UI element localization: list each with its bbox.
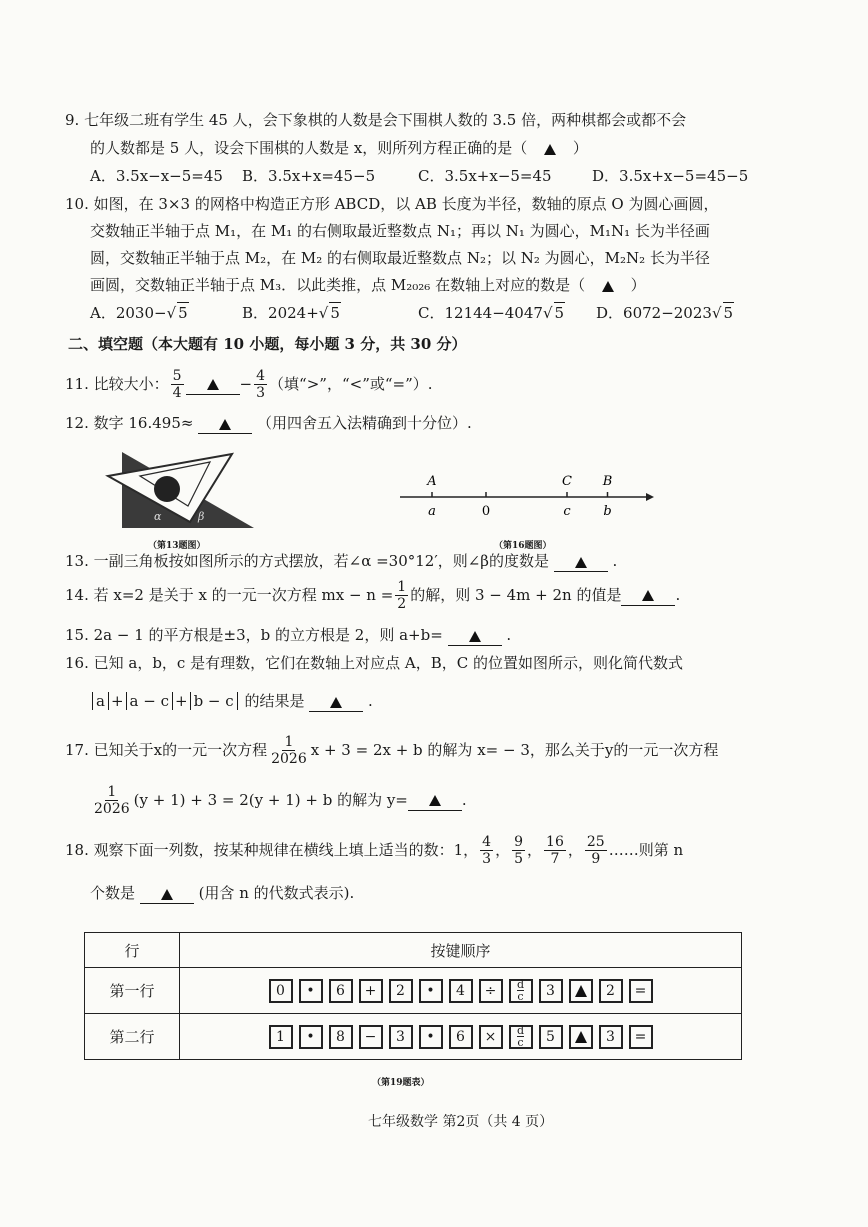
answer-triangle-icon — [330, 697, 342, 708]
q17-f1-den: 2026 — [271, 750, 307, 767]
q12-suffix: （用四舍五入法精确到十分位）. — [257, 414, 472, 432]
q17-prefix: 17. 已知关于x的一元一次方程 — [65, 741, 268, 759]
q13-prefix: 13. 一副三角板按如图所示的方式摆放，若∠α =30°12′，则∠β的度数是 — [65, 552, 549, 570]
row-label: 第一行 — [85, 968, 180, 1014]
q11-answer-blank[interactable] — [186, 374, 240, 395]
row-label: 第二行 — [85, 1014, 180, 1060]
angle-beta-label: β — [198, 510, 205, 523]
answer-triangle-icon — [575, 1031, 587, 1043]
q14-num: 1 — [397, 578, 407, 595]
q17-eq2: (y + 1) + 3 = 2(y + 1) + b 的解为 y= — [133, 791, 408, 809]
table-19-caption: （第19题表） — [372, 1078, 430, 1088]
figure-16-number-line — [396, 470, 656, 520]
q15-answer-blank[interactable] — [448, 625, 502, 646]
number-line-point-label: B — [602, 474, 613, 489]
answer-triangle-icon — [207, 379, 219, 390]
key-fraction-toggle-label: d c — [516, 1024, 525, 1049]
q11-suffix: （填“>”，“<”或“=”）. — [269, 375, 433, 393]
table-header-row-label: 行 — [85, 933, 180, 968]
number-line-point-label: A — [427, 474, 437, 489]
key-fraction-toggle — [509, 979, 533, 1003]
key-button: 3 — [389, 1025, 413, 1049]
key-button: − — [359, 1025, 383, 1049]
key-button: • — [299, 1025, 323, 1049]
key-button: = — [629, 979, 653, 1003]
key-button: 5 — [539, 1025, 563, 1049]
q17-f2-num: 1 — [107, 783, 117, 800]
answer-triangle-icon — [219, 419, 231, 430]
q17-fraction-1 — [269, 734, 309, 767]
q10-option-d-radicand: 5 — [723, 304, 734, 322]
key-button: 2 — [389, 979, 413, 1003]
q14-den: 2 — [397, 595, 407, 612]
key-button: ÷ — [479, 979, 503, 1003]
answer-triangle-icon — [544, 144, 556, 155]
q18-f1-den: 3 — [482, 850, 492, 867]
q14 — [65, 576, 680, 614]
key-button: + — [359, 979, 383, 1003]
key-button: = — [629, 1025, 653, 1049]
key-button: 8 — [329, 1025, 353, 1049]
q9-option-b: B．3.5x+x=45−5 — [242, 167, 376, 185]
q10-option-a: A．2030−√ 5 — [90, 304, 188, 322]
q16-answer-blank[interactable] — [309, 691, 363, 712]
q18-f3-den: 7 — [550, 850, 560, 867]
q16-suffix: . — [368, 692, 373, 710]
q9-line2-text: 的人数都是 5 人，设会下围棋的人数是 x，则所列方程正确的是（ — [90, 139, 528, 157]
key-button: 3 — [599, 1025, 623, 1049]
q10-line4-close: ） — [630, 276, 646, 294]
number-line-value-label: b — [603, 504, 612, 519]
q9-option-d: D．3.5x+x−5=45−5 — [592, 167, 749, 185]
answer-triangle-icon — [642, 590, 654, 601]
q18-prefix: 18. 观察下面一列数，按某种规律在横线上填上适当的数：1， — [65, 841, 479, 859]
angle-alpha-label: α — [154, 510, 162, 523]
key-button: 2 — [599, 979, 623, 1003]
q10-option-c-radicand: 5 — [554, 304, 565, 322]
key-fraction-toggle-label: d c — [516, 978, 525, 1003]
q15-suffix: . — [506, 626, 512, 644]
q16-abs-a-c: a − c — [126, 692, 173, 710]
set-square-hole — [154, 476, 180, 502]
q17-eq1: x + 3 = 2x + b 的解为 x= − 3，那么关于y的一元一次方程 — [310, 741, 719, 759]
q16-line2 — [90, 691, 373, 712]
section-heading: 二、填空题（本大题有 10 小题，每小题 3 分，共 30 分） — [68, 335, 467, 353]
key-button: 1 — [269, 1025, 293, 1049]
q14-fraction — [395, 579, 408, 612]
q18-fraction-2 — [512, 834, 525, 867]
q18-f2-den: 5 — [514, 850, 524, 867]
q13-answer-blank[interactable] — [554, 551, 608, 572]
q10-option-d-text: D．6072−2023 — [596, 304, 712, 322]
key-blank-triangle-icon — [569, 979, 593, 1003]
q14-answer-blank[interactable] — [621, 585, 675, 606]
q15 — [65, 625, 511, 646]
q10-option-a-radicand: 5 — [178, 304, 188, 322]
q10-line4-text: 画圆，交数轴正半轴于点 M₃．以此类推，点 M₂₀₂₆ 在数轴上对应的数是（ — [90, 276, 586, 294]
q18-line2 — [90, 883, 354, 904]
q18-f4-num: 25 — [586, 833, 605, 850]
q16-result-text: 的结果是 — [244, 692, 305, 710]
q18-line1: 18. 观察下面一列数，按某种规律在横线上填上适当的数：1， $\frac{4}{3}$ ， $\frac{9}{5}$ ， $\frac{16}{7}$ ， $\frac{25}{9}$ ……则第 n — [65, 833, 684, 867]
page-footer: 七年级数学 第2页（共 4 页） — [368, 1114, 554, 1130]
q11 — [65, 366, 433, 402]
q18-fraction-4 — [585, 834, 607, 867]
key-button: × — [479, 1025, 503, 1049]
q17-line1 — [65, 730, 718, 770]
q12-answer-blank[interactable] — [198, 413, 252, 434]
q10-line2: 交数轴正半轴于点 M₁，在 M₁ 的右侧取最近整数点 N₁；再以 N₁ 为圆心，M₁N₁ 长为半径画 — [90, 222, 710, 240]
q17-line2 — [90, 780, 467, 820]
q16-abs-a: a — [92, 692, 109, 710]
number-line-arrow-icon — [646, 493, 654, 501]
answer-triangle-icon — [575, 557, 587, 568]
answer-triangle-icon — [602, 281, 614, 292]
key-button: 6 — [449, 1025, 473, 1049]
q17-fraction-2 — [92, 784, 132, 817]
q17-answer-blank[interactable] — [408, 790, 462, 811]
q18-line2-prefix: 个数是 — [90, 884, 136, 902]
q11-fraction-1 — [171, 368, 184, 401]
key-fraction-toggle — [509, 1025, 533, 1049]
key-blank-triangle-icon — [569, 1025, 593, 1049]
table-row — [85, 968, 742, 1014]
q10-option-b-radicand: 5 — [330, 304, 340, 322]
q9-option-a: A．3.5x−x−5=45 — [90, 167, 223, 185]
q11-f1-den: 4 — [172, 384, 182, 401]
q18-f3-num: 16 — [546, 833, 564, 850]
key-button: 6 — [329, 979, 353, 1003]
answer-triangle-icon — [429, 795, 441, 806]
q12-prefix: 12. 数字 16.495≈ — [65, 414, 194, 432]
q12 — [65, 413, 472, 434]
key-button: 0 — [269, 979, 293, 1003]
key-sequence — [180, 1014, 742, 1060]
q9-line1: 9. 七年级二班有学生 45 人，会下象棋的人数是会下围棋人数的 3.5 倍，两种棋都会或都不会 — [65, 111, 687, 129]
number-line-value-label: a — [428, 504, 436, 519]
answer-triangle-icon — [469, 631, 481, 642]
q11-fraction-2 — [254, 368, 267, 401]
figure-13-caption: （第13题图） — [148, 541, 206, 551]
q11-minus: − — [239, 375, 253, 393]
table-row — [85, 1014, 742, 1060]
table-header-sequence: 按键顺序 — [180, 933, 742, 968]
answer-triangle-icon — [575, 985, 587, 997]
key-button: • — [299, 979, 323, 1003]
number-line-value-label: 0 — [481, 504, 491, 519]
q18-after: ……则第 n — [608, 841, 684, 859]
q10-option-c-text: C．12144−4047 — [418, 304, 543, 322]
q13-suffix: . — [612, 552, 618, 570]
q18-f1-num: 4 — [482, 833, 492, 850]
q18-line2-suffix: (用含 n 的代数式表示). — [198, 884, 355, 902]
q18-fraction-3 — [544, 834, 566, 867]
key-sequence-table — [84, 932, 742, 1060]
q16-abs-b-c: b − c — [190, 692, 238, 710]
q18-f4-den: 9 — [591, 850, 601, 867]
key-button: • — [419, 979, 443, 1003]
q13 — [65, 551, 617, 572]
key-button: 3 — [539, 979, 563, 1003]
q14-suffix: . — [675, 586, 681, 604]
q10-option-a-text: A．2030− — [90, 304, 167, 322]
q10-line4 — [90, 275, 646, 295]
q11-f2-num: 4 — [256, 367, 266, 384]
q17-suffix: . — [461, 791, 467, 809]
number-line-value-label: c — [563, 504, 571, 519]
q10-option-b-text: B．2024+ — [242, 304, 319, 322]
q10-line3: 圆，交数轴正半轴于点 M₂，在 M₂ 的右侧取最近整数点 N₂；以 N₂ 为圆心，M₂N₂ 长为半径 — [90, 249, 710, 267]
q18-answer-blank[interactable] — [140, 883, 194, 904]
q16-line1: 16. 已知 a，b，c 是有理数，它们在数轴上对应点 A，B，C 的位置如图所示，则化简代数式 — [65, 654, 683, 672]
q10-line1: 10. 如图，在 3×3 的网格中构造正方形 ABCD，以 AB 长度为半径，数轴的原点 O 为圆心画圆， — [65, 195, 719, 213]
q9-line2-close: ） — [572, 139, 588, 157]
q11-f1-num: 5 — [172, 367, 182, 384]
q14-prefix: 14. 若 x=2 是关于 x 的一元一次方程 mx − n = — [65, 586, 394, 604]
q9-option-c: C．3.5x+x−5=45 — [418, 167, 552, 185]
q9-line2 — [90, 138, 588, 158]
table-header-row — [85, 933, 742, 968]
q15-prefix: 15. 2a − 1 的平方根是±3，b 的立方根是 2，则 a+b= — [65, 626, 443, 644]
q11-prefix: 11. 比较大小： — [65, 375, 169, 393]
answer-triangle-icon — [161, 889, 173, 900]
q17-f1-num: 1 — [284, 733, 294, 750]
q18-f2-num: 9 — [514, 833, 524, 850]
q17-f2-den: 2026 — [94, 800, 130, 817]
q18-fraction-1 — [480, 834, 493, 867]
q10-option-b: B．2024+√ 5 — [242, 304, 340, 322]
key-button: 4 — [449, 979, 473, 1003]
q16-plus-1: + — [110, 692, 124, 710]
figure-13-set-squares — [100, 446, 260, 534]
q10-option-d: D．6072−2023√ 5 — [596, 304, 734, 322]
key-sequence — [180, 968, 742, 1014]
number-line-point-label: C — [562, 474, 572, 489]
q14-mid: 的解，则 3 − 4m + 2n 的值是 — [410, 586, 622, 604]
key-button: • — [419, 1025, 443, 1049]
figure-16-caption: （第16题图） — [494, 541, 552, 551]
q11-f2-den: 3 — [256, 384, 266, 401]
q16-plus-2: + — [174, 692, 188, 710]
q10-option-c: C．12144−4047√ 5 — [418, 304, 565, 322]
